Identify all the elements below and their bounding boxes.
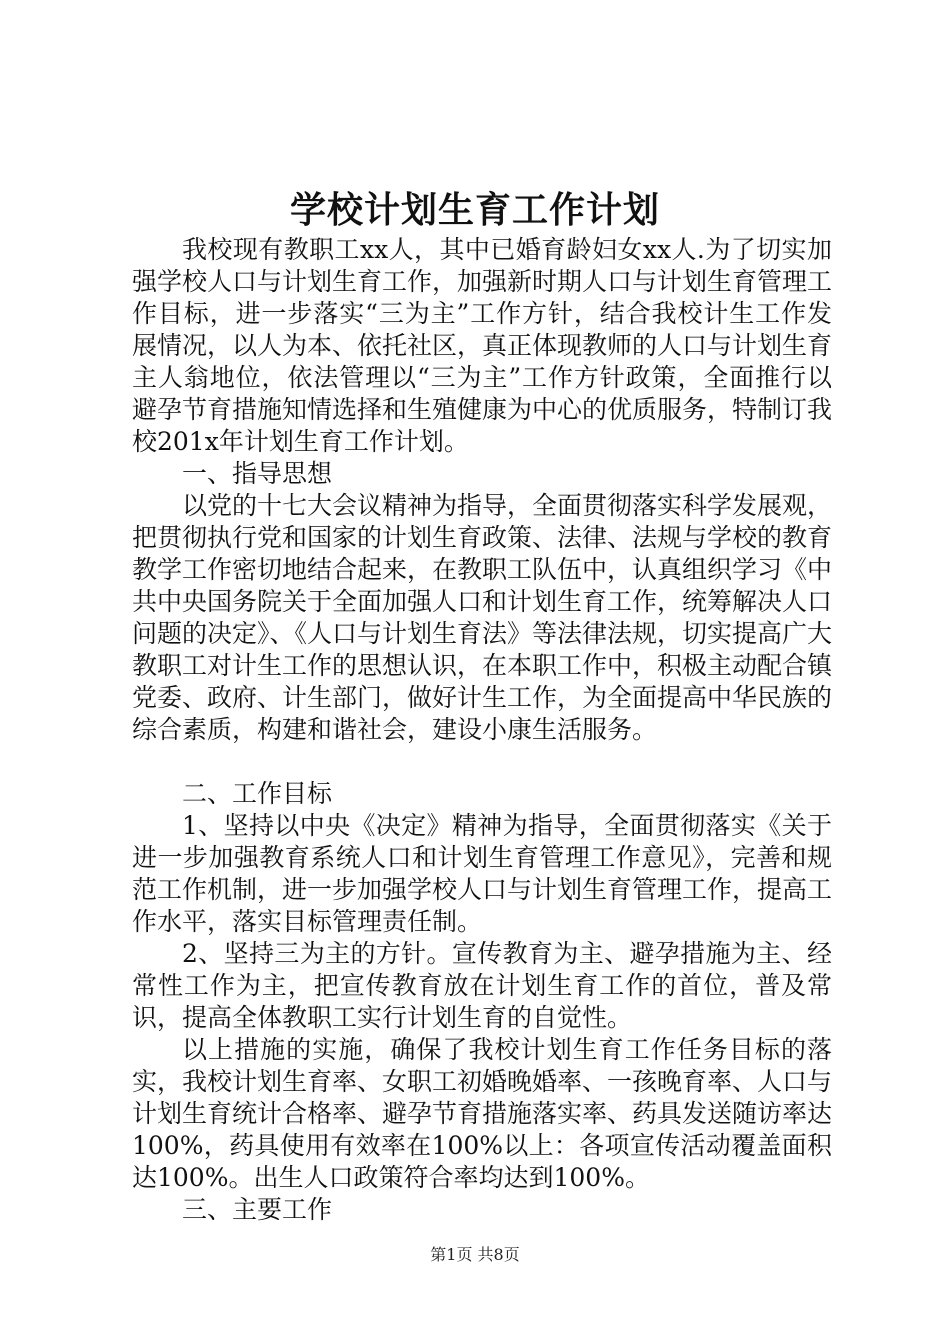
section-heading-main-work: 三、主要工作	[182, 1195, 333, 1224]
work-goal-item-2: 2、坚持三为主的方针。宣传教育为主、避孕措施为主、经常性工作为主，把宣传教育放在计划生育工作的首位，普及常识，提高全体教职工实行计划生育的自觉性。	[132, 939, 832, 1032]
intro-paragraph: 我校现有教职工xx人，其中已婚育龄妇女xx人.为了切实加强学校人口与计划生育工作，加强新时期人口与计划生育管理工作目标，进一步落实“三为主”工作方针，结合我校计生工作发展情况，以人为本、依托社区，真正体现教师的人口与计划生育主人翁地位，依法管理以“三为主”工作方针政策，全面推行以避孕节育措施知情选择和生殖健康为中心的优质服务，特制订我校201x年计划生育工作计划。	[132, 235, 833, 456]
measures-result-paragraph: 以上措施的实施，确保了我校计划生育工作任务目标的落实，我校计划生育率、女职工初婚晚婚率、一孩晚育率、人口与计划生育统计合格率、避孕节育措施落实率、药具发送随访率达100%，药具使用有效率在100%以上：各项宣传活动覆盖面积达100%。出生人口政策符合率均达到100%。	[132, 1035, 833, 1192]
document-title: 学校计划生育工作计划	[289, 189, 660, 231]
guiding-ideology-paragraph: 以党的十七大会议精神为指导，全面贯彻落实科学发展观，把贯彻执行党和国家的计划生育政策、法律、法规与学校的教育教学工作密切地结合起来，在教职工队伍中，认真组织学习《中共中央国务院关于全面加强人口和计划生育工作，统筹解决人口问题的决定》、《人口与计划生育法》等法律法规，切实提高广大教职工对计生工作的思想认识，在本职工作中，积极主动配合镇党委、政府、计生部门，做好计生工作，为全面提高中华民族的综合素质，构建和谐社会，建设小康生活服务。	[132, 491, 833, 744]
blank-line	[132, 746, 832, 778]
page-footer: 第1页 共8页	[430, 1245, 520, 1264]
document-body	[132, 234, 832, 1226]
section-heading-guiding-ideology: 一、指导思想	[182, 459, 333, 488]
section-heading-work-goals: 二、工作目标	[182, 779, 333, 808]
work-goal-item-1: 1、坚持以中央《决定》精神为指导，全面贯彻落实《关于进一步加强教育系统人口和计划生育管理工作意见》，完善和规范工作机制，进一步加强学校人口与计划生育管理工作，提高工作水平，落实目标管理责任制。	[132, 811, 833, 936]
